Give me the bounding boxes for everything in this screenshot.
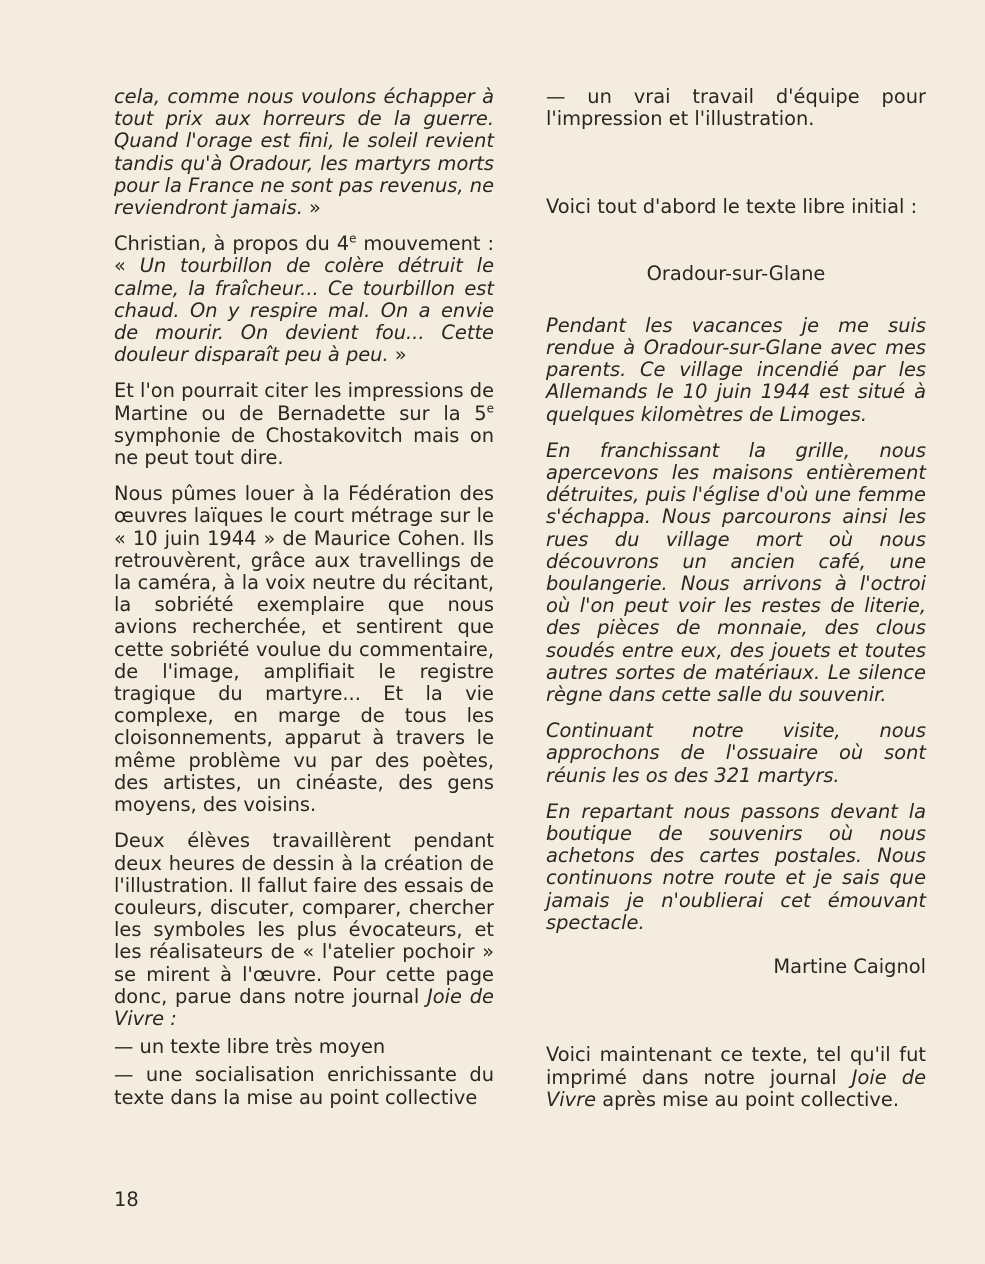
paragraph-3-text: Et l'on pourrait citer les impressions de Martine ou de Bernadette sur la 5 [114, 379, 494, 425]
closing-guillemet: » [388, 343, 407, 367]
paragraph-5-text: Deux élèves travaillèrent pendant deux heures de dessin à la création de l'illustration. Il fallut faire des essais de couleurs, discuter, comparer, chercher les symboles les plus évocateurs, et les réalisateurs de « l'atelier pochoir » se mirent à l'œuvre. Pour cette page donc, parue dans notre journal [114, 829, 494, 1008]
paragraph-4: Nous pûmes louer à la Fédération des œuvres laïques le court métrage sur le « 10 juin 1944 » de Maurice Cohen. Ils retrouvèrent, grâce aux travellings de la caméra, à la voix neutre du récitant, la sobriété exemplaire que nous avions recherchée, et sentirent que cette sobriété voulue du commentaire, de l'image, amplifiait le registre tragique du martyre... Et la vie complexe, en marge de tous les cloisonnements, apparut à travers le même problème vu par des poètes, des artistes, un cinéaste, des gens moyens, des voisins. [114, 482, 494, 817]
paragraph-2-intro-cont: mouvement : « [114, 232, 494, 278]
outro-text-b: après mise au point collective. [596, 1087, 900, 1111]
journal-title: Joie de Vivre [114, 984, 494, 1030]
paragraph-5-colon: : [164, 1006, 177, 1030]
paragraph-1 [114, 86, 494, 219]
student-paragraph-4: En repartant nous passons devant la boutique de souvenirs où nous achetons des cartes postales. Nous continuons notre route et je sais que jamais je n'oublierai cet émouvant spectacle. [546, 799, 926, 934]
student-paragraph-2: En franchissant la grille, nous apercevons les maisons entièrement détruites, puis l'église d'où une femme s'échappa. Nous parcourons ainsi les rues du village mort où nous découvrons un ancien café, une boulangerie. Nous arrivons à l'octroi où l'on peut voir les restes de literie, des pièces de monnaie, des clous soudés entre eux, des jouets et toutes autres sortes de matériaux. Le silence règne dans cette salle du souvenir. [546, 438, 926, 707]
superscript: e [486, 401, 494, 416]
christian-quote: Un tourbillon de colère détruit le calme, la fraîcheur... Ce tourbillon est chaud. On y respire mal. On a envie de mourir. On devient fou... Cette douleur disparaît peu à peu. [114, 254, 495, 367]
outro-text-a: Voici maintenant ce texte, tel qu'il fut imprimé dans notre journal [546, 1043, 926, 1089]
paragraph-3 [114, 380, 494, 469]
paragraph-3-text-cont: symphonie de Chostakovitch mais on ne peut tout dire. [114, 423, 494, 470]
superscript: e [349, 231, 357, 246]
paragraph-5 [114, 830, 494, 1030]
quote-continuation: cela, comme nous voulons échapper à tout prix aux horreurs de la guerre. Quand l'orage est fini, le soleil revient tandis qu'à Oradour, les martyrs morts pour la France ne sont pas revenus, ne reviendront jamais. [114, 85, 494, 220]
paragraph-2 [114, 233, 494, 366]
student-paragraph-1: Pendant les vacances je me suis rendue à Oradour-sur-Glane avec mes parents. Ce village incendié par les Allemands le 10 juin 1944 est situé à quelques kilomètres de Limoges. [546, 313, 926, 426]
page-number: 18 [114, 1188, 139, 1211]
right-column [546, 86, 926, 1125]
poem-title: Oradour-sur-Glane [646, 261, 826, 285]
closing-guillemet: » [302, 196, 321, 220]
intro-text: Voici tout d'abord le texte libre initial : [546, 195, 918, 219]
list-item: — un texte libre très moyen [114, 1035, 386, 1059]
author-signature: Martine Caignol [773, 955, 926, 979]
journal-title: Joie de Vivre [546, 1065, 926, 1111]
student-paragraph-3: Continuant notre visite, nous approchons de l'ossuaire où sont réunis les os des 321 martyrs. [546, 719, 926, 787]
paragraph-2-intro: Christian, à propos du 4 [114, 232, 350, 256]
list-item: — une socialisation enrichissante du texte dans la mise au point collective [114, 1063, 494, 1109]
list-item: — un vrai travail d'équipe pour l'impression et l'illustration. [546, 85, 926, 131]
outro-text [546, 1044, 926, 1111]
left-column [114, 86, 494, 1115]
